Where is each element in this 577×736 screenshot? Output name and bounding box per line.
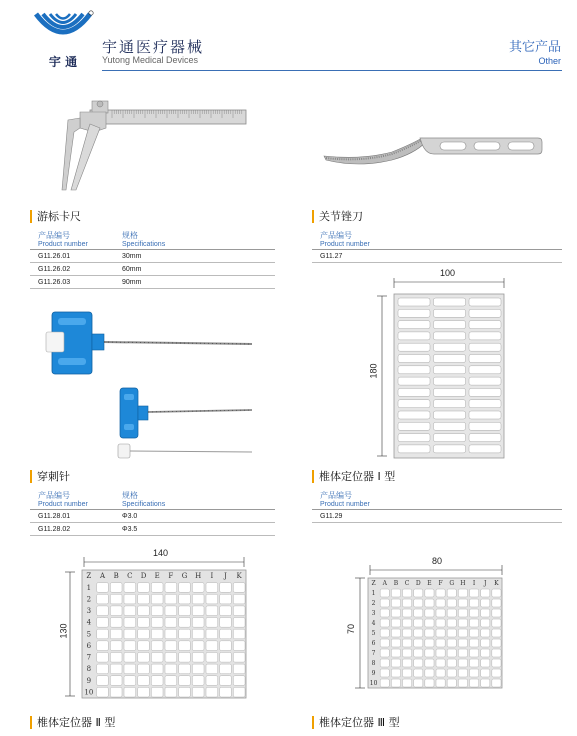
locator2-height-label: 130 [58,623,69,639]
svg-text:宇 通: 宇 通 [48,55,78,68]
grid-column-label: Z [371,580,376,587]
code-header-en: Product number [38,241,88,248]
code-header-en: Product number [38,501,88,508]
caliper-table [30,228,275,289]
grid-column-label: G [181,572,188,581]
spec-header-cn: 规格 [122,231,138,240]
grid-column-label: G [449,580,455,587]
grid-column-label: D [415,580,421,587]
table-row [312,250,562,263]
locator1-table [312,488,562,523]
rasp-title: 关节锉刀 [312,210,363,223]
needle-title: 穿刺针 [30,470,70,483]
code-header-cn: 产品编号 [38,491,70,500]
locator3-height-label: 70 [346,623,357,635]
grid-column-label: K [494,580,499,587]
table-row [30,510,275,523]
product-code: G11.26.02 [38,266,71,273]
grid-row-label: 3 [371,610,376,617]
grid-row-label: 7 [371,650,376,657]
category-title-cn: 其它产品 [508,40,561,55]
grid-column-label: C [127,572,133,581]
puncture-needle-image [40,306,265,466]
grid-column-label: K [236,572,242,581]
grid-row-label: 1 [371,590,376,597]
needle-table [30,488,275,536]
product-spec: Φ3.5 [122,526,138,533]
grid-row-label: 4 [371,620,376,627]
grid-row-label: 10 [84,688,94,697]
code-header-cn: 产品编号 [320,491,352,500]
grid-column-label: H [460,580,466,587]
grid-row-label: 9 [86,676,92,685]
table-header [30,228,275,250]
grid-column-label: Z [86,572,92,581]
grid-column-label: J [484,580,487,587]
locator2-width-label: 140 [153,548,169,558]
locator-type3-image [346,564,506,690]
product-code: G11.28.01 [38,513,71,520]
locator1-width-label: 100 [440,268,456,278]
grid-column-label: F [168,572,174,581]
grid-column-label: F [438,580,443,587]
grid-row-label: 1 [86,583,92,592]
code-header-cn: 产品编号 [320,231,352,240]
product-spec: 30mm [122,253,142,260]
product-code: G11.29 [320,513,343,520]
grid-row-label: 9 [371,670,376,677]
product-spec: Φ3.0 [122,513,138,520]
grid-column-label: I [472,580,476,587]
rasp-table [312,228,562,263]
grid-row-label: 3 [86,607,92,616]
grid-row-label: 5 [371,630,376,637]
spec-header-en: Specifications [122,501,166,508]
grid-column-label: A [382,580,387,587]
grid-column-label: J [224,572,227,581]
product-code: G11.28.02 [38,526,71,533]
code-header-cn: 产品编号 [38,231,70,240]
grid-row-label: 7 [86,653,92,662]
table-row [30,250,275,263]
spec-header-cn: 规格 [122,491,138,500]
locator3-title: 椎体定位器 Ⅲ 型 [312,716,400,729]
grid-column-label: B [113,572,119,581]
locator3-width-label: 80 [432,556,443,566]
product-spec: 60mm [122,266,142,273]
code-header-en: Product number [320,501,370,508]
product-spec: 90mm [122,279,142,286]
header-divider [102,70,562,71]
table-row [30,263,275,276]
code-header-en: Product number [320,241,370,248]
product-code: G11.26.03 [38,279,71,286]
table-row [30,523,275,536]
grid-row-label: 2 [371,600,376,607]
grid-column-label: H [195,572,202,581]
table-row [312,510,562,523]
yutong-logo [32,10,94,68]
grid-row-label: 10 [369,680,378,687]
grid-row-label: 8 [371,660,376,667]
grid-row-label: 4 [86,618,92,627]
grid-column-label: B [393,580,399,587]
vernier-caliper-image [40,98,250,193]
table-header [312,228,562,250]
grid-column-label: D [140,572,147,581]
brand-name-en: Yutong Medical Devices [102,55,199,65]
grid-column-label: I [210,572,214,581]
locator-type1-image [364,278,514,460]
grid-column-label: A [99,572,106,581]
grid-column-label: C [404,580,410,587]
joint-rasp-image [322,130,544,170]
spec-header-en: Specifications [122,241,166,248]
grid-row-label: 6 [86,641,92,650]
grid-row-label: 2 [86,595,92,604]
category-title-en: Other [538,56,561,66]
table-header [30,488,275,510]
grid-row-label: 8 [86,665,92,674]
locator-type2-image [58,556,253,702]
table-row [30,276,275,289]
locator1-height-label: 180 [368,363,379,379]
table-header [312,488,562,510]
locator2-title: 椎体定位器 Ⅱ 型 [30,716,115,729]
product-code: G11.26.01 [38,253,71,260]
grid-row-label: 5 [86,630,92,639]
caliper-title: 游标卡尺 [30,210,81,223]
grid-column-label: E [427,580,432,587]
grid-row-label: 6 [371,640,376,647]
locator1-title: 椎体定位器 Ⅰ 型 [312,470,395,483]
grid-column-label: E [154,572,160,581]
product-code: G11.27 [320,253,343,260]
brand-name-cn: 宇通医疗器械 [102,38,205,56]
